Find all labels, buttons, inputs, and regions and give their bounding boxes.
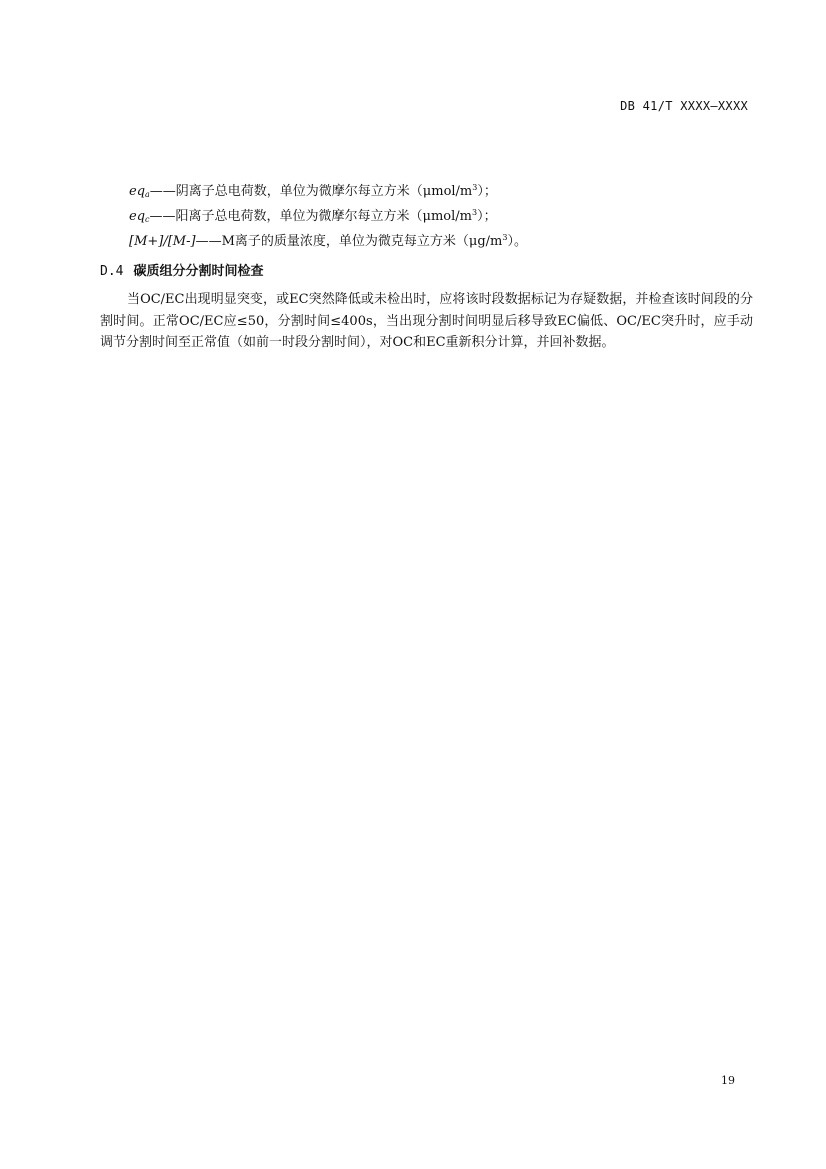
- symbol: eq: [129, 184, 146, 199]
- unit-superscript: 3: [502, 233, 508, 242]
- definition-dash: ——: [195, 234, 222, 249]
- document-code-header: DB 41/T XXXX—XXXX: [620, 99, 748, 113]
- definition-text: M离子的质量浓度，单位为微克每立方米（μg/m: [221, 234, 503, 249]
- symbol-definitions: [129, 175, 769, 250]
- definition-text-end: ）。: [507, 234, 527, 249]
- symbol-subscript: a: [145, 190, 150, 199]
- symbol-subscript: c: [145, 215, 150, 224]
- definition-text: 阳离子总电荷数，单位为微摩尔每立方米（μmol/m: [175, 209, 472, 224]
- symbol: [M+]/[M-]: [129, 234, 196, 249]
- section-heading: [100, 260, 264, 279]
- definition-line: [129, 225, 769, 250]
- definition-text-end: ）；: [477, 184, 497, 199]
- definition-dash: ——: [149, 209, 176, 224]
- section-paragraph: 当OC/EC出现明显突变，或EC突然降低或未检出时，应将该时段数据标记为存疑数据，并检查该时间段的分割时间。正常OC/EC应≤50，分割时间≤400s，当出现分割时间明显后移导致EC偏低、OC/EC突升时，应手动调节分割时间至正常值（如前一时段分割时间），对OC和EC重新积分计算，并回补数据。: [100, 292, 753, 350]
- definition-dash: ——: [149, 184, 176, 199]
- definition-line: [129, 200, 769, 225]
- definition-text: 阴离子总电荷数，单位为微摩尔每立方米（μmol/m: [175, 184, 473, 199]
- section-title: 碳质组分分割时间检查: [133, 264, 264, 279]
- symbol: eq: [129, 209, 146, 224]
- definition-line: [129, 175, 769, 200]
- page-number: 19: [721, 1074, 735, 1087]
- definition-text-end: ）；: [477, 209, 497, 224]
- unit-superscript: 3: [471, 208, 478, 217]
- section-number: D.4: [100, 264, 124, 279]
- unit-superscript: 3: [472, 183, 478, 192]
